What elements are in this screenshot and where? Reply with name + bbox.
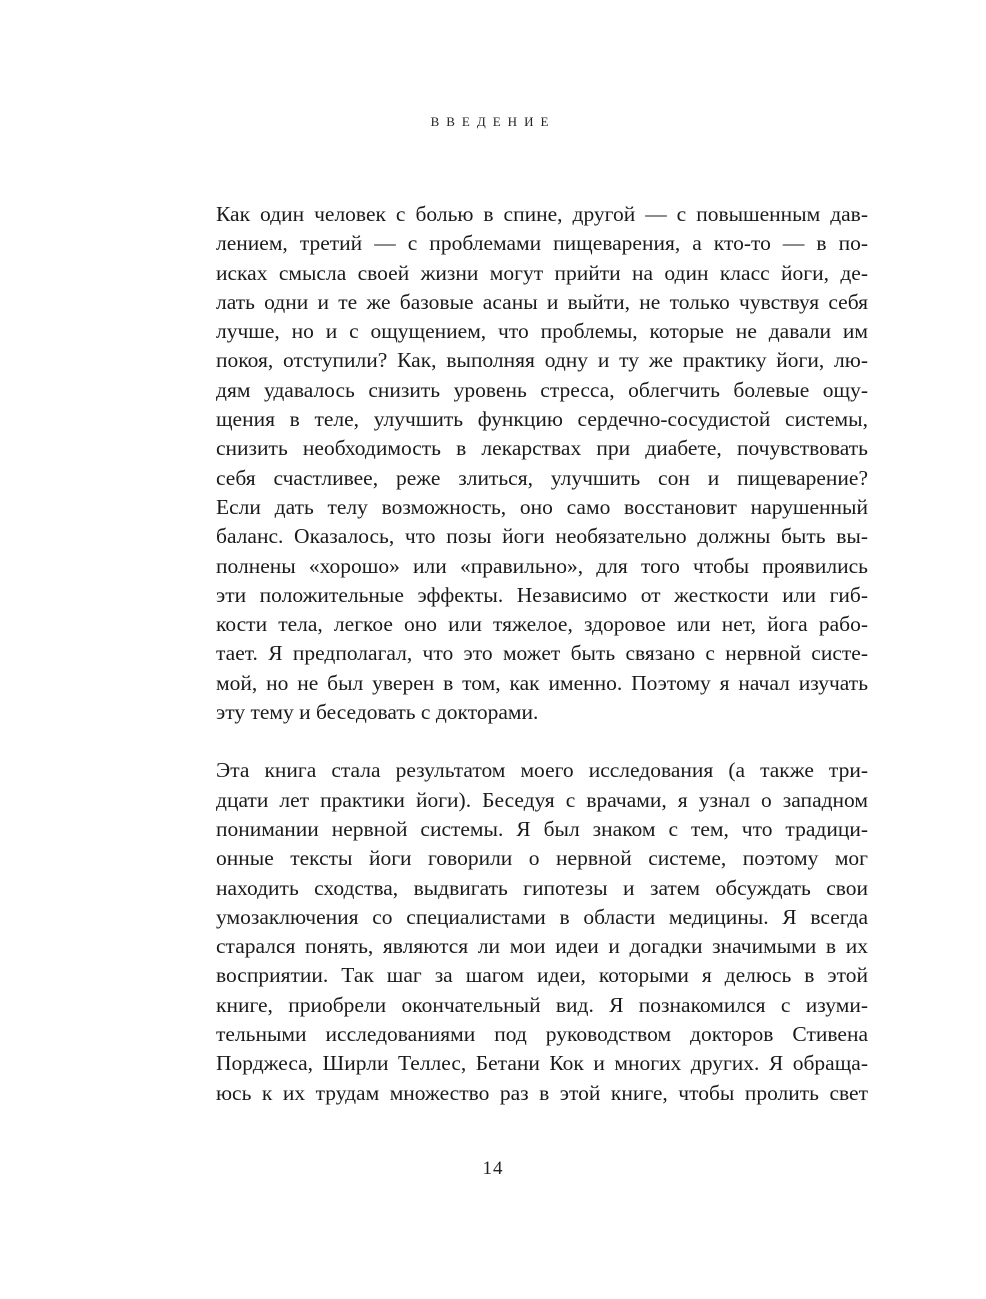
text-line: Как один человек с болью в спине, другой — с повышенным дав- — [216, 202, 868, 226]
text-line: эту тему и беседовать с докторами. — [216, 700, 539, 725]
text-line: мой, но не был уверен в том, как именно. Поэтому я начал изучать — [216, 670, 868, 695]
text-line: полнены «хорошо» или «правильно», для того чтобы проявились — [216, 553, 868, 578]
paragraph — [216, 200, 868, 727]
text-line: книге, приобрели окончательный вид. Я познакомился с изуми- — [216, 992, 868, 1017]
body-text — [216, 200, 868, 1108]
text-line: старался понять, являются ли мои идеи и догадки значимыми в их — [216, 934, 868, 959]
text-line: баланс. Оказалось, что позы йоги необязательно должны быть вы- — [216, 524, 868, 549]
text-line: дям удавалось снизить уровень стресса, облегчить болевые ощу- — [216, 377, 868, 402]
text-line: лением, третий — с проблемами пищеварения, а кто-то — в по- — [216, 231, 868, 256]
text-line: себя счастливее, реже злиться, улучшить сон и пищеварение? — [216, 465, 868, 490]
text-line: тает. Я предполагал, что это может быть связано с нервной систе- — [216, 641, 868, 666]
text-line: Эта книга стала результатом моего исследования (а также три- — [216, 758, 868, 783]
text-line: снизить необходимость в лекарствах при диабете, почувствовать — [216, 436, 868, 461]
text-line: юсь к их трудам множество раз в этой книге, чтобы пролить свет — [216, 1080, 868, 1105]
text-line: эти положительные эффекты. Независимо от жесткости или гиб- — [216, 582, 868, 607]
text-line: исках смысла своей жизни могут прийти на один класс йоги, де- — [216, 260, 868, 285]
text-line: умозаключения со специалистами в области медицины. Я всегда — [216, 904, 868, 929]
text-line: Порджеса, Ширли Теллес, Бетани Кок и многих других. Я обраща- — [216, 1051, 868, 1076]
text-line: понимании нервной системы. Я был знаком с тем, что традици- — [216, 816, 868, 841]
text-line: находить сходства, выдвигать гипотезы и затем обсуждать свои — [216, 875, 868, 900]
running-head: ВВЕДЕНИЕ — [430, 114, 556, 129]
text-line: онные тексты йоги говорили о нервной системе, поэтому мог — [216, 846, 868, 871]
text-line: лать одни и те же базовые асаны и выйти, не только чувствуя себя — [216, 289, 868, 314]
text-line: Если дать телу возможность, оно само восстановит нарушенный — [216, 494, 868, 519]
text-line: лучше, но и с ощущением, что проблемы, которые не давали им — [216, 319, 868, 344]
text-line: покоя, отступили? Как, выполняя одну и ту же практику йоги, лю- — [216, 348, 868, 373]
page-number: 14 — [482, 1158, 504, 1179]
text-line: кости тела, легкое оно или тяжелое, здоровое или нет, йога рабо- — [216, 612, 868, 637]
text-line: щения в теле, улучшить функцию сердечно-сосудистой системы, — [216, 407, 868, 432]
paragraph — [216, 756, 868, 1108]
text-line: тельными исследованиями под руководством докторов Стивена — [216, 1022, 868, 1047]
text-line: дцати лет практики йоги). Беседуя с врачами, я узнал о западном — [216, 787, 868, 812]
text-line: восприятии. Так шаг за шагом идеи, которыми я делюсь в этой — [216, 963, 868, 988]
